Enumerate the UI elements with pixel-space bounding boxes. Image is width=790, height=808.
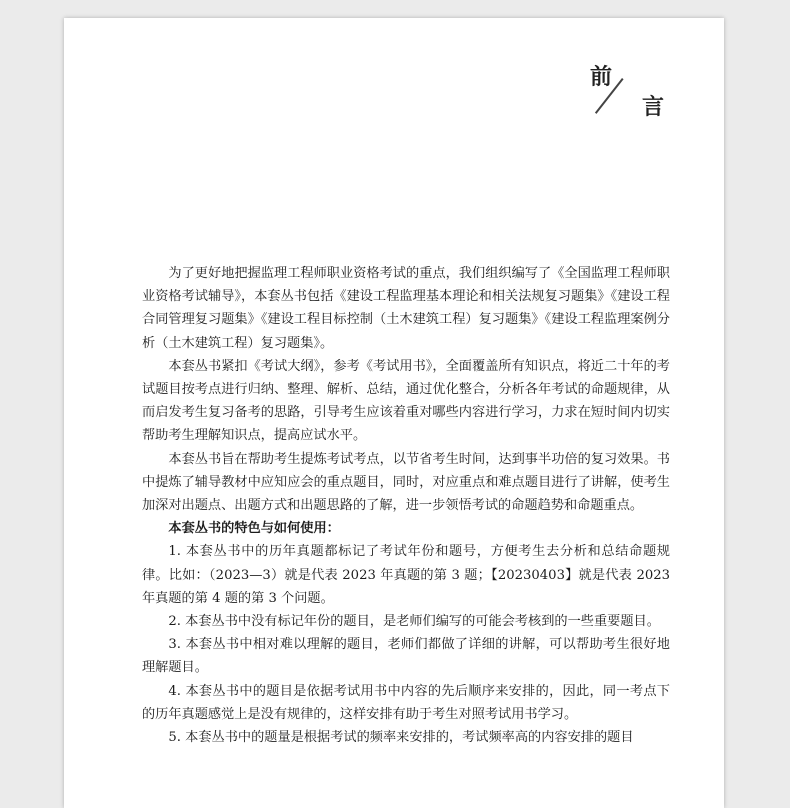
feature-item: 4. 本套丛书中的题目是依据考试用书中内容的先后顺序来安排的，因此，同一考点下的历年真题感觉上是没有规律的，这样安排有助于考生对照考试用书学习。 [142,683,670,722]
feature-item: 2. 本套丛书中没有标记年份的题目，是老师们编写的可能会考核到的一些重要题目。 [168,614,660,630]
title-second-char: 言 [642,94,665,120]
document-page [64,18,724,808]
feature-item: 5. 本套丛书中的题量是根据考试的频率来安排的，考试频率高的内容安排的题目 [168,730,634,746]
feature-item: 1. 本套丛书中的历年真题都标记了考试年份和题号，方便考生去分析和总结命题规律。比如：（2023—3）就是代表 2023 年真题的第 3 题；【20230403】就是代表 2023 年真题的第 4 题的第 3 个问题。 [142,544,670,606]
features-heading: 本套丛书的特色与如何使用： [168,521,340,537]
paragraph: 本套丛书旨在帮助考生提炼考试考点，以节省考生时间，达到事半功倍的复习效果。书中提炼了辅导教材中应知应会的重点题目，同时，对应重点和难点题目进行了讲解，使考生加深对出题点、出题方式和出题思路的了解，进一步领悟考试的命题趋势和命题重点。 [142,451,670,514]
title-first-char: 前 [590,64,613,90]
feature-item: 3. 本套丛书中相对难以理解的题目，老师们都做了详细的讲解，可以帮助考生很好地理解题目。 [142,637,670,676]
paragraph: 本套丛书紧扣《考试大纲》，参考《考试用书》，全面覆盖所有知识点，将近二十年的考试题目按考点进行归纳、整理、解析、总结，通过优化整合，分析各年考试的命题规律，从而启发考生复习备考的思路，引导考生应该着重对哪些内容进行学习，力求在短时间内切实帮助考生理解知识点，提高应试水平。 [142,358,670,444]
paragraph: 为了更好地把握监理工程师职业资格考试的重点，我们组织编写了《全国监理工程师职业资格考试辅导》，本套丛书包括《建设工程监理基本理论和相关法规复习题集》《建设工程合同管理复习题集》《建设工程目标控制（土木建筑工程）复习题集》《建设工程监理案例分析（土木建筑工程）复习题集》。 [142,266,670,351]
preface-body [142,262,670,749]
